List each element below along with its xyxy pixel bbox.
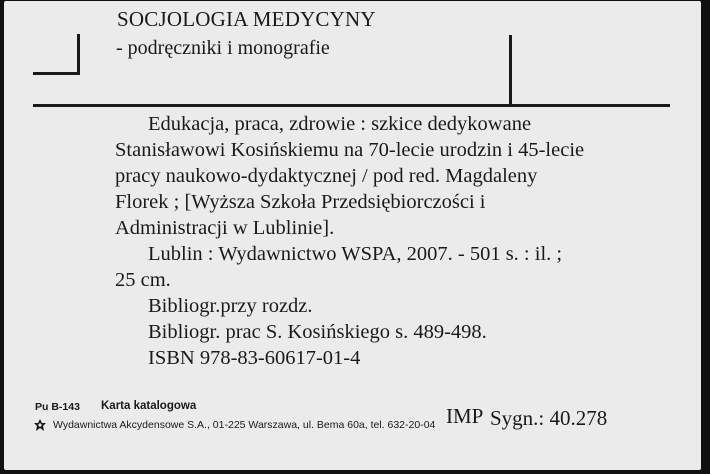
imp-stamp: IMP [446, 404, 484, 428]
vertical-divider [509, 35, 512, 107]
series-title: SOCJOLOGIA MEDYCYNY [117, 7, 376, 31]
entry-line: Stanisławowi Kosińskiemu na 70-lecie urodzin i 45-lecie [115, 139, 585, 161]
entry-line: 25 cm. [115, 269, 171, 291]
entry-line: Administracji w Lublinie]. [115, 217, 335, 239]
publisher-info: Wydawnictwa Akcydensowe S.A., 01-225 Warszawa, ul. Bema 60a, tel. 632-20-04 [53, 419, 436, 431]
corner-mark-horizontal [33, 72, 80, 75]
entry-line: Lublin : Wydawnictwo WSPA, 2007. - 501 s. : il. ; [148, 243, 563, 265]
publisher-logo-icon [33, 418, 47, 432]
entry-line: pracy naukowo-dydaktycznej / pod red. Magdaleny [115, 165, 538, 187]
entry-line: Edukacja, praca, zdrowie : szkice dedykowane [148, 113, 532, 135]
card-label: Karta katalogowa [101, 400, 197, 412]
entry-line: Bibliogr. prac S. Kosińskiego s. 489-498. [148, 321, 487, 343]
entry-line: ISBN 978-83-60617-01-4 [148, 347, 361, 369]
entry-line: Bibliogr.przy rozdz. [148, 295, 313, 317]
entry-line: Florek ; [Wyższa Szkoła Przedsiębiorczości i [115, 191, 486, 213]
shelf-mark: Sygn.: 40.278 [490, 406, 608, 430]
corner-mark-vertical [77, 34, 80, 75]
catalog-entry [115, 111, 685, 371]
catalog-card [4, 1, 701, 470]
form-code: Pu B-143 [35, 401, 80, 413]
series-subtitle: - podręczniki i monografie [116, 37, 330, 59]
header-rule [33, 104, 670, 107]
